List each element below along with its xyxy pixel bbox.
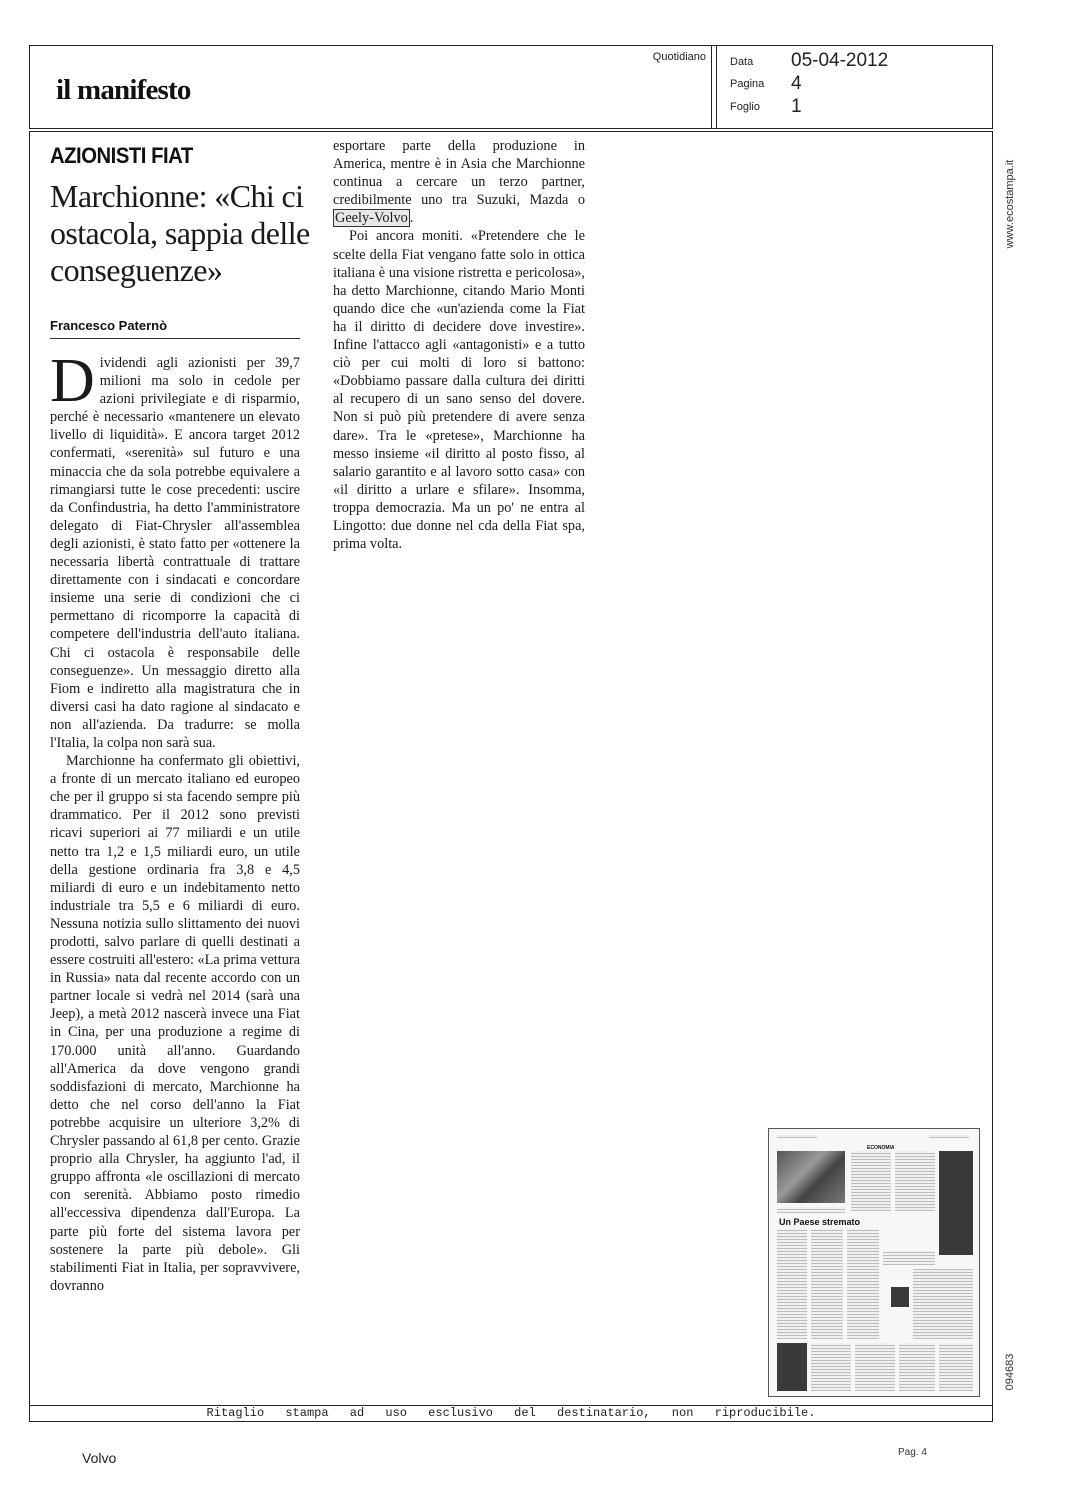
thumb-headline: Un Paese stremato xyxy=(779,1217,861,1227)
thumb-col-b xyxy=(895,1151,935,1211)
thumb-ad-4 xyxy=(939,1343,973,1391)
thumb-ad-3 xyxy=(899,1343,935,1391)
side-url xyxy=(1003,146,1017,261)
paragraph-1 xyxy=(50,347,300,752)
article-column-2 xyxy=(333,137,585,553)
thumb-col-c xyxy=(777,1229,807,1339)
thumb-ad-dark xyxy=(777,1343,807,1391)
search-keyword: Volvo xyxy=(82,1450,117,1466)
thumb-subhead xyxy=(883,1251,935,1265)
thumb-photo xyxy=(777,1151,845,1203)
side-url-text: www.ecostampa.it xyxy=(1004,159,1016,248)
sheet-label: Foglio xyxy=(730,101,760,113)
page-value: 4 xyxy=(791,73,802,94)
paragraph-2: Marchionne ha confermato gli obiettivi, a fronte di un mercato italiano ed europeo che per il gruppo si sta facendo sempre più drammatico. Per il 2012 sono previsti ricavi superiori ai 77 miliardi e un utile netto tra 1,2 e 1,5 miliardi euro, un utile della gestione ordinaria fra 3,8 e 4,5 miliardi di euro e un indebitamento netto industriale tra 5,5 e 6 miliardi di euro. Nessuna notizia sullo slittamento dei nuovi prodotti, salvo parlare di quelli destinati a essere costruiti all'estero: «La prima vettura in Russia» nata dal recente accordo con un partner locale si vedrà nel 2014 (sarà una Jeep), a metà 2012 nascerà invece una Fiat in Cina, per una produzione a regime di 170.000 unità all'anno. Guardando all'America da dove vengono grandi soddisfazioni di mercato, Marchionne ha detto che nel corso dell'anno la Fiat potrebbe acquisire un ulteriore 3,2% di Chrysler passando al 61,8 per cento. Grazie proprio alla Chrysler, ha aggiunto l'ad, il gruppo affronta «le oscillazioni di mercato con serenità. Abbiamo posto rimedio all'eccessiva dipendenza dall'Europa. La parte più forte del sistema lavora per sostenere la parte più debole». Gli stabilimenti Fiat in Italia, per sopravvivere, dovranno xyxy=(50,753,300,1294)
thumb-portrait xyxy=(891,1287,909,1307)
thumb-ad-1 xyxy=(811,1343,851,1391)
thumb-dark-column xyxy=(939,1151,973,1255)
article-column-1 xyxy=(50,347,300,1295)
drop-cap: D xyxy=(50,347,95,415)
paragraph-3-text-b: . xyxy=(409,210,414,227)
thumb-ad-2 xyxy=(855,1343,895,1391)
paragraph-4: Poi ancora moniti. «Pretendere che le scelte della Fiat vengano fatte solo in ottica italiana è una visione ristretta e pericolosa», ha detto Marchionne, citando Mario Monti quando dice che «un'azienda come la Fiat ha il diritto di decidere dove investire». Infine l'attacco agli «antagonisti» e a tutto ciò per cui molti di loro si battono: «Dobbiamo passare dalla cultura dei diritti al recupero di un sano senso del dovere. Non si può più pretendere di avere senza dare». Tra le «pretese», Marchionne ha messo insieme «il diritto al posto fisso, al salario garantito e al lavoro sotto casa» con «il diritto a urlare e sfilare». Insomma, troppa democrazia. Ma un po' ne entra al Lingotto: due donne nel cda della Fiat spa, prima volta. xyxy=(333,228,585,553)
date-value: 05-04-2012 xyxy=(791,50,889,71)
reproduction-notice: Ritaglio stampa ad uso esclusivo del destinatario, non riproducibile. xyxy=(206,1406,816,1420)
byline-rule xyxy=(50,338,300,339)
page-number: Pag. 4 xyxy=(898,1447,927,1458)
article-byline: Francesco Paternò xyxy=(50,318,168,333)
thumb-col-f xyxy=(913,1269,973,1339)
paragraph-1-text: ividendi agli azionisti per 39,7 milioni ma solo in cedole per azioni privilegiate e di risparmio, perché è necessario «mantenere un elevato livello di liquidità». E ancora target 2012 confermati, «serenità» sul futuro e una minaccia che da sola potrebbe equivalere a rimangiarsi tutte le cose precedenti: uscire da Confindustria, ha detto l'amministratore delegato di Fiat-Chrysler all'assemblea degli azionisti, è stato fatto per «ottenere la necessaria libertà contrattuale di trattare direttamente con i sindacati e concordare insieme una serie di condizioni che ci permettano di ricomporre la capacità di competere dell'industria dell'auto italiana. Chi ci ostacola è responsabile delle conseguenze». Un messaggio diretto alla Fiom e indiretto alla magistratura che in diversi casi ha dato ragione al sindacato e non all'azienda. Da tradurre: se molla l'Italia, la colpa non sarà sua. xyxy=(50,355,300,751)
sheet-value: 1 xyxy=(791,96,802,117)
page-label: Pagina xyxy=(730,78,765,90)
header-divider xyxy=(716,45,717,129)
side-code-text: 094683 xyxy=(1004,1353,1016,1391)
thumb-col-d xyxy=(811,1229,843,1339)
thumb-col-a xyxy=(851,1151,891,1211)
page-thumbnail xyxy=(768,1128,980,1397)
masthead-logo: il manifesto xyxy=(56,74,191,106)
thumb-section: ECONOMIA xyxy=(867,1145,895,1151)
publication-type: Quotidiano xyxy=(652,51,706,63)
article-headline: Marchionne: «Chi ci ostacola, sappia delle conseguenze» xyxy=(50,178,310,288)
side-code xyxy=(1003,1340,1017,1404)
date-label: Data xyxy=(730,56,754,68)
thumb-col-e xyxy=(847,1229,879,1339)
article-kicker: AZIONISTI FIAT xyxy=(50,143,193,168)
thumb-header-right xyxy=(929,1135,969,1138)
highlighted-keyword: Geely-Volvo xyxy=(335,210,408,227)
paragraph-3-text-a: esportare parte della produzione in America, mentre è in Asia che Marchionne continua a cercare un terzo partner, credibilmente uno tra Suzuki, Mazda o xyxy=(333,138,585,209)
thumb-caption xyxy=(777,1207,845,1213)
paragraph-3 xyxy=(333,137,585,227)
thumb-header-left xyxy=(777,1135,817,1138)
